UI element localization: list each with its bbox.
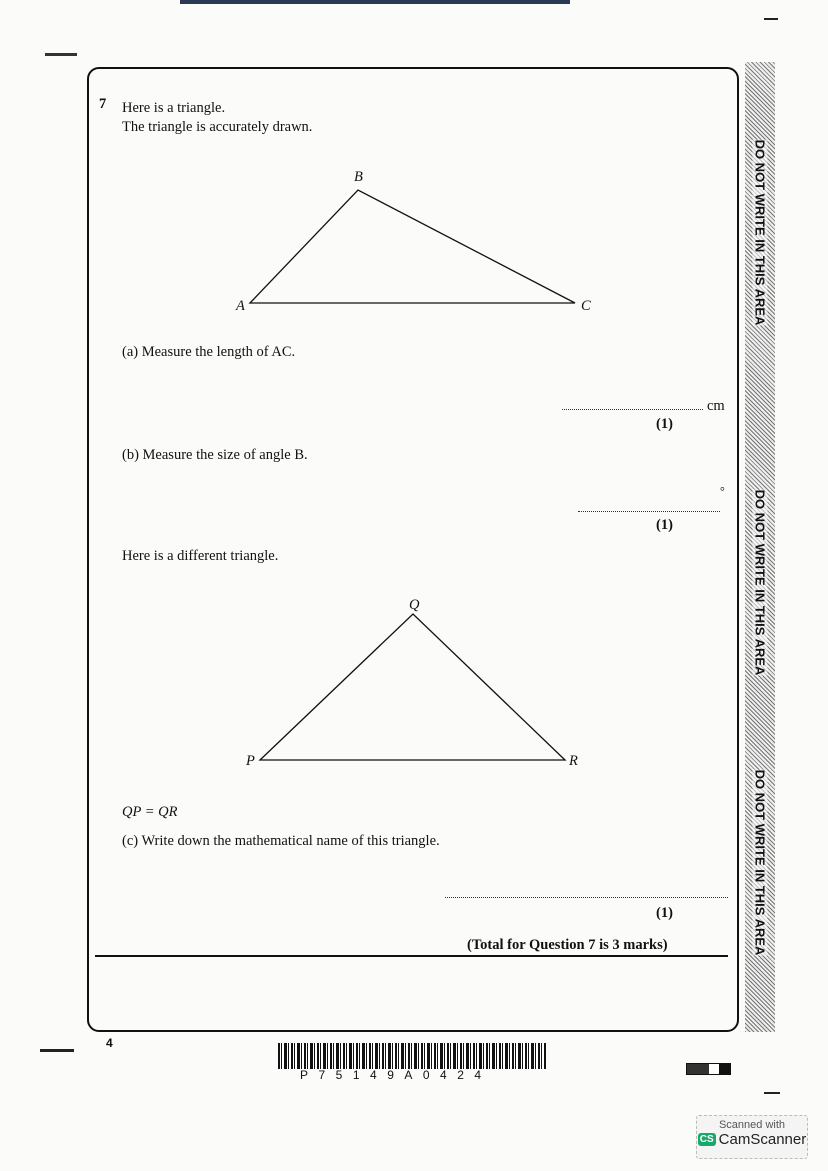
answer-line-c[interactable] bbox=[445, 897, 728, 898]
unit-degree: ° bbox=[720, 484, 725, 498]
corner-mark bbox=[764, 1092, 780, 1094]
vertex-label-c: C bbox=[581, 298, 591, 314]
page-number: 4 bbox=[106, 1036, 113, 1050]
part-b-question: (b) Measure the size of angle B. bbox=[122, 447, 308, 463]
margin-warning: DO NOT WRITE IN THIS AREA bbox=[752, 769, 768, 955]
corner-mark bbox=[40, 1049, 74, 1052]
camscanner-watermark bbox=[696, 1115, 808, 1159]
marks-a: (1) bbox=[656, 416, 673, 432]
barcode-text: P75149A0424 bbox=[300, 1068, 492, 1082]
marks-c: (1) bbox=[656, 905, 673, 921]
answer-line-b[interactable] bbox=[578, 511, 720, 512]
total-rule bbox=[95, 955, 728, 957]
triangle-pqr bbox=[260, 614, 565, 760]
vertex-label-a: A bbox=[236, 298, 245, 314]
unit-cm: cm bbox=[707, 398, 725, 414]
different-triangle-text: Here is a different triangle. bbox=[122, 548, 279, 564]
part-c-question: (c) Write down the mathematical name of this triangle. bbox=[122, 833, 440, 849]
part-a-question: (a) Measure the length of AC. bbox=[122, 344, 296, 360]
vertex-label-q: Q bbox=[409, 597, 420, 613]
triangle-abc bbox=[250, 190, 575, 303]
watermark-brand: CamScanner bbox=[718, 1131, 807, 1148]
given-statement: QP = QR bbox=[122, 804, 178, 820]
barcode bbox=[278, 1043, 546, 1069]
answer-line-a[interactable] bbox=[562, 409, 703, 410]
intro-line-1: Here is a triangle. bbox=[122, 100, 226, 116]
vertex-label-p: P bbox=[246, 753, 255, 769]
vertex-label-b: B bbox=[354, 169, 363, 185]
marks-b: (1) bbox=[656, 517, 673, 533]
question-number: 7 bbox=[99, 96, 107, 112]
registration-marks bbox=[686, 1063, 731, 1075]
margin-warning: DO NOT WRITE IN THIS AREA bbox=[752, 139, 768, 325]
watermark-line1: Scanned with bbox=[718, 1119, 786, 1131]
margin-warning: DO NOT WRITE IN THIS AREA bbox=[752, 489, 768, 675]
intro-line-2: The triangle is accurately drawn. bbox=[122, 119, 313, 135]
camscanner-logo-icon: CS bbox=[699, 1134, 714, 1145]
vertex-label-r: R bbox=[569, 753, 578, 769]
total-marks: (Total for Question 7 is 3 marks) bbox=[467, 937, 668, 953]
